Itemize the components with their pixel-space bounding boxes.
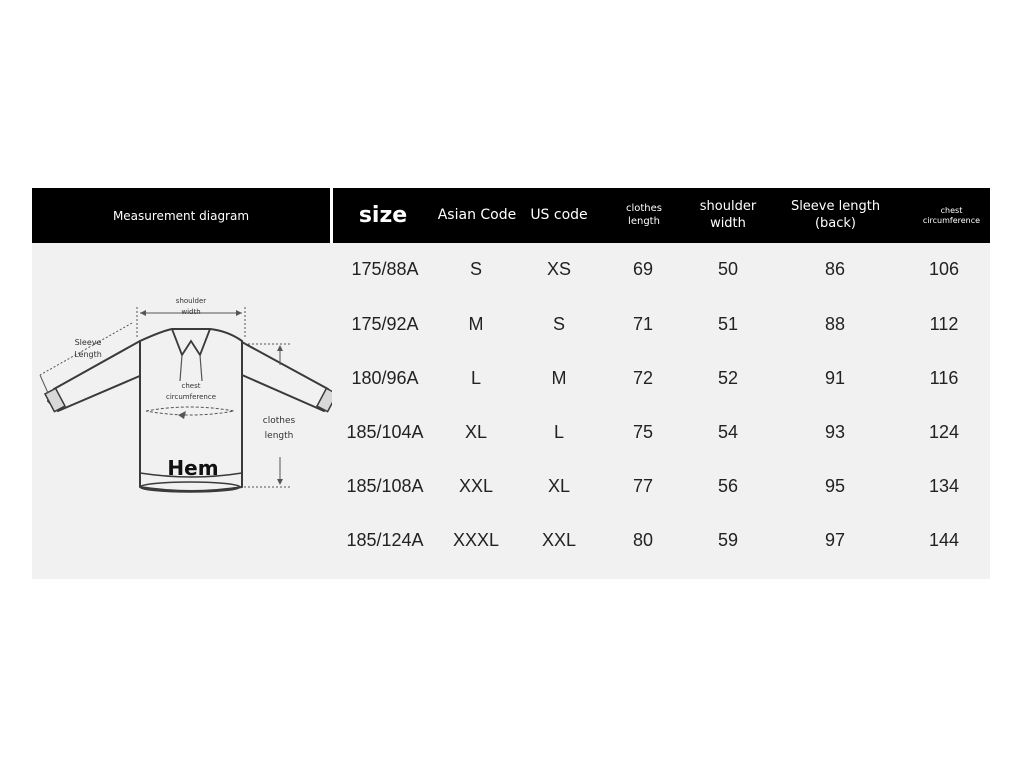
table-cell: 56 [717,475,739,496]
size-cell: 175/92A [351,313,419,334]
table-cell: 88 [824,313,846,334]
table-cell: XL [547,475,571,496]
table-cell: 116 [929,367,959,388]
table-cell: 112 [929,313,959,334]
size-cell: 180/96A [351,367,419,388]
table-cell: 86 [824,258,846,279]
size-chart [32,188,990,579]
chest-circumference-label-2: circumference [165,393,217,401]
hem-label: Hem [167,456,219,480]
table-cell: M [551,367,567,388]
table-cell: XXL [458,475,494,496]
table-cell: 69 [632,258,654,279]
sleeve-length-label: Sleeve [74,338,102,347]
table-cell: 93 [824,421,846,442]
table-cell: 106 [928,258,960,279]
header-sleeve-length: Sleeve length (back) [790,199,881,231]
table-cell: S [469,258,482,279]
shoulder-width-label-2: width [181,308,201,316]
table-cell: S [552,313,565,334]
table-cell: 52 [717,367,739,388]
table-cell: 91 [824,367,846,388]
size-cell: 185/124A [346,529,424,550]
size-cell: 185/104A [346,421,424,442]
table-cell: 75 [632,421,654,442]
table-cell: 144 [928,529,960,550]
header-clothes-length: clothes length [625,203,662,227]
table-cell: 59 [717,529,739,550]
header-us-code: US code [530,206,588,223]
table-cell: XXXL [452,529,500,550]
hoodie-measurement-diagram [32,243,332,579]
table-cell: 134 [928,475,960,496]
clothes-length-label: clothes [262,416,296,426]
table-cell: 97 [824,529,846,550]
table-header [32,188,990,243]
table-cell: 51 [717,313,739,334]
table-cell: 72 [632,367,654,388]
table-cell: 95 [824,475,846,496]
table-cell: L [553,421,564,442]
table-cell: 124 [928,421,960,442]
table-cell: XL [464,421,488,442]
header-shoulder-width: shoulder width [699,199,757,231]
table-cell: 77 [632,475,654,496]
clothes-length-label-2: length [264,431,294,441]
measurement-diagram-title: Measurement diagram [32,188,330,243]
table-cell: 50 [717,258,739,279]
size-cell: 175/88A [351,258,419,279]
header-asian-code: Asian Code [437,206,517,223]
size-cell: 185/108A [346,475,424,496]
table-cell: L [470,367,481,388]
chest-circumference-label: chest [181,382,201,390]
table-cell: XS [546,258,571,279]
header-chest-circumference: chest circumference [922,205,981,225]
table-cell: 54 [717,421,739,442]
header-bar [333,188,990,243]
table-cell: 80 [632,529,654,550]
table-cell: M [468,313,484,334]
header-size: size [358,202,408,228]
table-cell: 71 [632,313,654,334]
shoulder-width-label: shoulder [175,297,207,305]
table-cell: XXL [541,529,577,550]
sleeve-length-label-2: Length [74,350,102,359]
